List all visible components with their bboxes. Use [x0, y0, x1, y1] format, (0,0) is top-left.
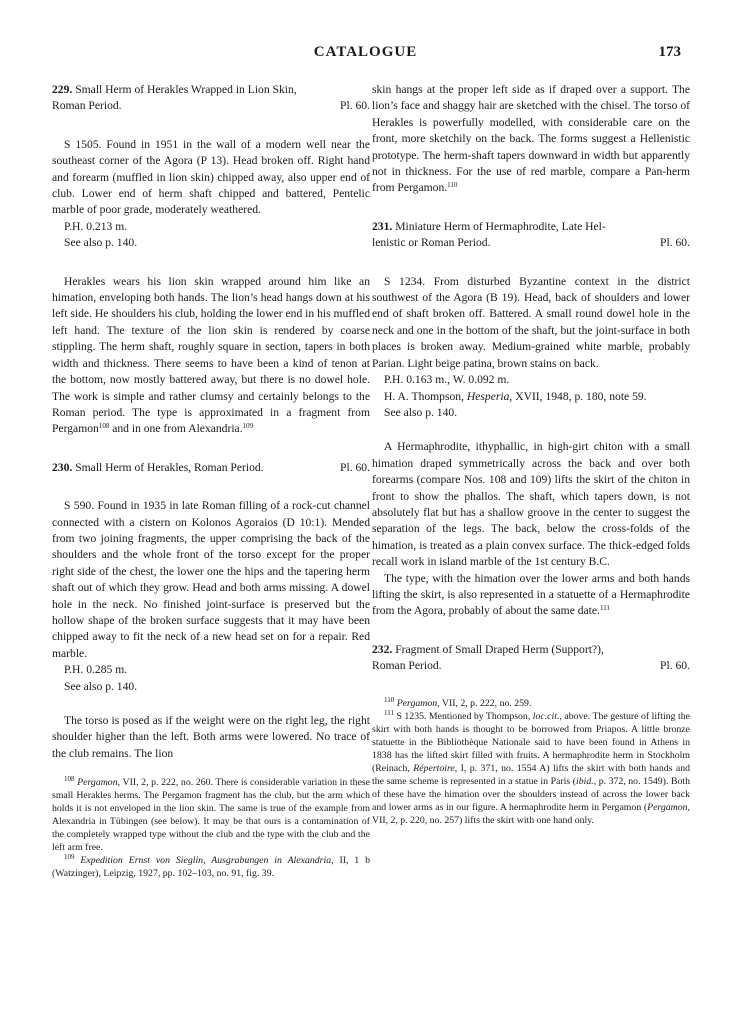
entry-title-cont: lenistic or Roman Period. [372, 236, 491, 250]
entry-number: 231. [372, 219, 393, 233]
left-column [52, 82, 370, 880]
entry-number: 230. [52, 460, 73, 474]
entry-230-dimensions: P.H. 0.285 m. [64, 663, 128, 677]
entry-231-bibliography: H. A. Thompson, Hesperia, XVII, 1948, p. 180, note 59. [384, 389, 647, 403]
entry-231-body-2: The type, with the himation over the lower arms and both hands lifting the skirt, is also represented in a statuette of a Hermaphrodite from the Agora, probably of about the same date.$^{111}$ [372, 571, 690, 618]
entry-title: Fragment of Small Draped Herm (Support?), [395, 642, 604, 656]
entry-title-cont: Roman Period. [52, 99, 122, 113]
entry-number: 229. [52, 83, 73, 96]
entry-231-heading [372, 219, 690, 252]
running-title: CATALOGUE [313, 44, 418, 60]
entry-number: 232. [372, 642, 393, 656]
entry-230-body: The torso is posed as if the weight were on the right leg, the right shoulder higher than the left. Both arms were lowered. No trace of the club remains. The lion [52, 714, 370, 760]
plate-ref: Pl. 60. [660, 659, 690, 673]
footnote-ref-108[interactable]: 108 [98, 422, 110, 431]
entry-230-description: S 590. Found in 1935 in late Roman filling of a rock-cut channel connected with a cistern on Kolonos Agoraios (D 10:1). Mended from two joining fragments, the upper comprising the back of the shoulders and the whole front of the torso except for the proper right side of the chest, the lower one the hips and the tapering herm shaft out of which they grow. Head and both arms missing. A dowel hole in the neck. No finished joint-surface is preserved but the hollow shape of the broken surface suggests that it may have been chipped away to fit the neck of a new head set on for a repair. Red marble. [52, 499, 370, 660]
entry-230-heading [52, 460, 370, 476]
plate-ref: Pl. 60. [340, 460, 370, 474]
entry-title: Small Herm of Herakles, Roman Period. [75, 460, 264, 474]
plate-ref: Pl. 60. [660, 236, 690, 250]
entry-231-description: S 1234. From disturbed Byzantine context in the district southwest of the Agora (B 19). Head, back of shoulders and lower end of shaft broken off. Battered. A small round dowel hole in the neck and one in the bottom of the shaft, but the joint-surface in both places is broken away. Medium-grained white marble, probably Parian. Light beige patina, brown stains on back. [372, 274, 690, 370]
footnote-ref-110[interactable]: 110 [447, 181, 458, 190]
entry-232-heading [372, 642, 690, 675]
entry-229-see-also: See also p. 140. [64, 236, 138, 250]
entry-229-heading [52, 82, 370, 115]
entry-title: Miniature Herm of Hermaphrodite, Late Hel- [395, 219, 606, 233]
footnote-108: $^{108}$ Pergamon, VII, 2, p. 222, no. 260. There is considerable variation in these small Herakles herms. The Pergamon fragment has the club, but the arm which holds it is not enveloped in the lion skin. The same is true of the example from Alexandria in Tübingen (see below). It may be that ours is a contamination of the completely wrapped type without the club and the type with the club and the left arm free. [52, 775, 371, 854]
entry-231-body-1: A Hermaphrodite, ithyphallic, in high-girt chiton with a small himation draped symmetrically across the back and over both forearms (compare Nos. 108 and 109) lifts the skirt of the chiton in front to show the phallos. The shaft, which tapers down, is not absolutely flat but has a shallow groove in the center to suggest the separation of the legs. The back, below the cross-folds of the himation, is treated as a plain convex surface. The thick-edged folds recall work in island marble of the 1st century B.C. [372, 440, 690, 569]
page-number: 173 [658, 44, 681, 60]
footnote-111: $^{111}$ S 1235. Mentioned by Thompson, loc.cit., above. The gesture of lifting the skirt with both hands is thought to be borrowed from Priapos. A little bronze statuette in the Bibliothèque Nationale said to have been found in Athens in 1838 has the lifted skirt filled with fruits. A hermaphrodite herm in Stockholm (Reinach, Répertoire, I, p. 371, no. 1554 A) lifts the skirt with both hands and the same scheme is represented in a statue in Paris (ibid., p. 372, no. 1549). Both of these have the himation over the shoulders instead of across the lower back and lower arms as in our figure. A hermaphrodite herm in Pergamon (Pergamon, VII, 2, p. 220, no. 257) lifts the skirt with one hand only. [372, 708, 690, 826]
entry-231-see-also: See also p. 140. [384, 405, 458, 419]
entry-231-dimensions: P.H. 0.163 m., W. 0.092 m. [384, 373, 510, 387]
running-header [50, 44, 681, 66]
entry-230-continued: skin hangs at the proper left side as if draped over a support. The lion’s face and shaggy hair are sketched with the chisel. The torso of Herakles is powerfully modelled, with considerable care on the front, more sketchily on the back. The forms suggest a Hellenistic prototype. The herm-shaft tapers downward in width but apparently not in thickness. For the use of red marble, compare a Pan-herm from Pergamon.$^{110}$ [372, 83, 690, 195]
entry-229-dimensions: P.H. 0.213 m. [64, 219, 128, 233]
footnote-109: $^{109}$ Expedition Ernst von Sieglin, Ausgrabungen in Alexandria, II, 1 b (Watzinger), Leipzig, 1927, pp. 102–103, no. 91, fig. 39. [52, 853, 370, 880]
plate-ref: Pl. 60. [340, 99, 370, 113]
footnote-110: $^{110}$ Pergamon, VII, 2, p. 222, no. 259. [384, 695, 532, 709]
entry-229-body: Herakles wears his lion skin wrapped around him like an himation, enveloping both hands. The lion’s head hangs down at his left side. He shoulders his club, holding the lower end in his muffled left hand. The texture of the lion skin is rendered by coarse stippling. The herm shaft, roughly square in section, tapers in both width and thickness. There seems to have been a kind of tenon at the bottom, now mostly battered away, but there is no dowel hole. The work is simple and rather clumsy and certainly belongs to the Roman period. The type is approximated in a fragment from Pergamon$^{108}$ and in one from Alexandria.$^{109}$ [52, 274, 370, 436]
entry-229-description: S 1505. Found in 1951 in the wall of a modern well near the southeast corner of the Agora (P 13). Head broken off. Right hand and forearm (muffled in lion skin) chipped away, also upper end of club. Lower end of herm shaft chipped and battered, Pentelic marble of poor grade, moderately weathered. [52, 137, 370, 217]
entry-title-cont: Roman Period. [372, 659, 442, 673]
right-column [372, 82, 690, 827]
footnote-ref-109[interactable]: 109 [242, 422, 254, 431]
footnote-ref-111[interactable]: 111 [599, 604, 610, 613]
entry-230-see-also: See also p. 140. [64, 679, 138, 693]
entry-title: Small Herm of Herakles Wrapped in Lion Skin, [75, 83, 297, 96]
